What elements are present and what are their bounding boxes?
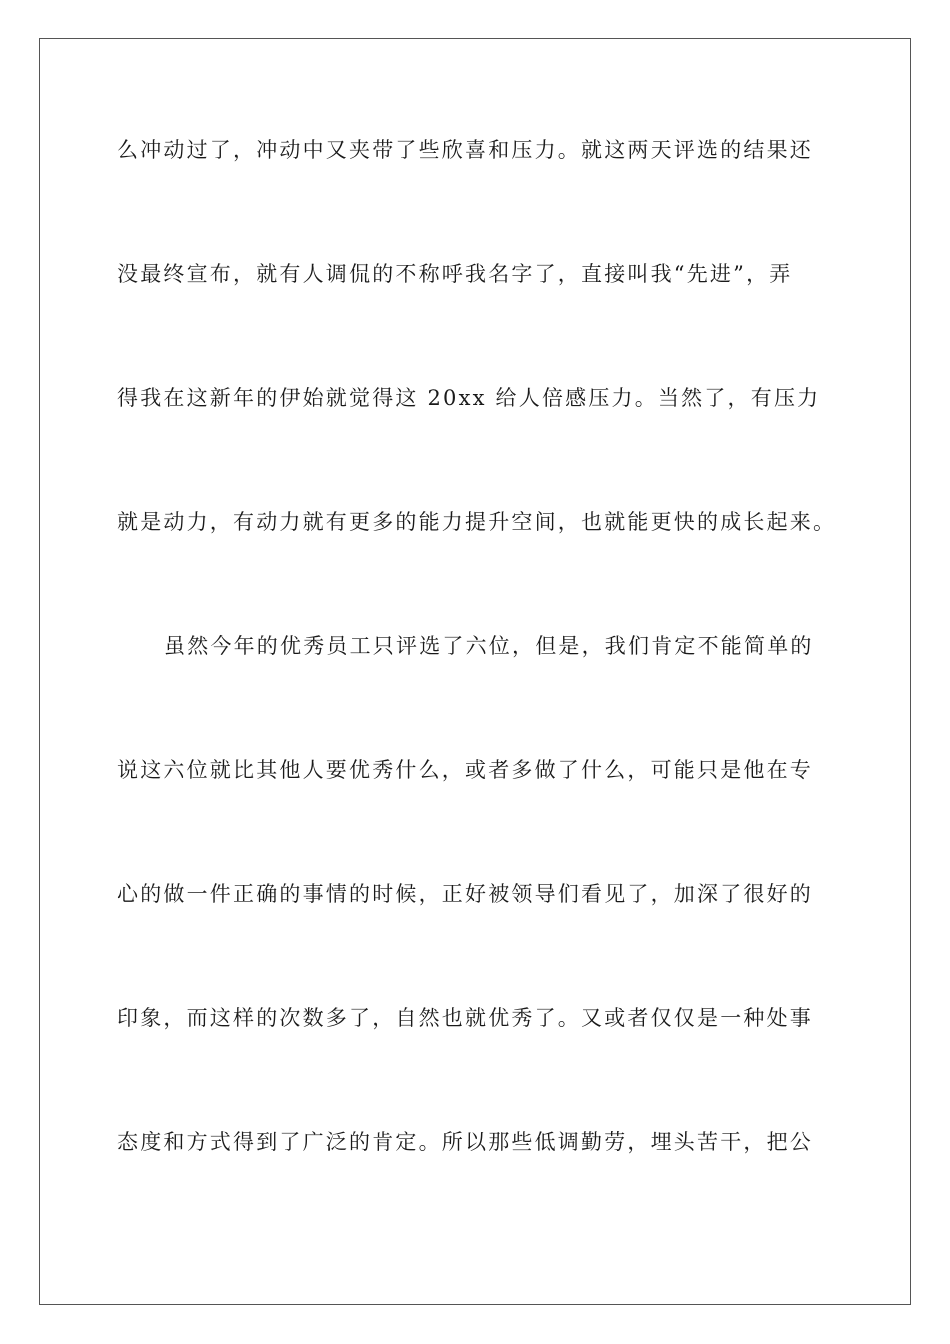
text-line: 就是动力，有动力就有更多的能力提升空间，也就能更快的成长起来。 (117, 510, 837, 534)
text-line: 得我在这新年的伊始就觉得这 20xx 给人倍感压力。当然了，有压力 (117, 386, 821, 410)
text-line: 么冲动过了，冲动中又夹带了些欣喜和压力。就这两天评选的结果还 (117, 138, 813, 162)
text-line: 心的做一件正确的事情的时候，正好被领导们看见了，加深了很好的 (117, 882, 813, 906)
page-border (39, 38, 911, 1305)
text-line: 态度和方式得到了广泛的肯定。所以那些低调勤劳，埋头苦干，把公 (117, 1130, 813, 1154)
text-line: 印象，而这样的次数多了，自然也就优秀了。又或者仅仅是一种处事 (117, 1006, 813, 1030)
paragraph-start-line: 虽然今年的优秀员工只评选了六位，但是，我们肯定不能简单的 (164, 634, 814, 658)
text-line: 没最终宣布，就有人调侃的不称呼我名字了，直接叫我“先进”，弄 (117, 262, 793, 286)
text-line: 说这六位就比其他人要优秀什么，或者多做了什么，可能只是他在专 (117, 758, 813, 782)
